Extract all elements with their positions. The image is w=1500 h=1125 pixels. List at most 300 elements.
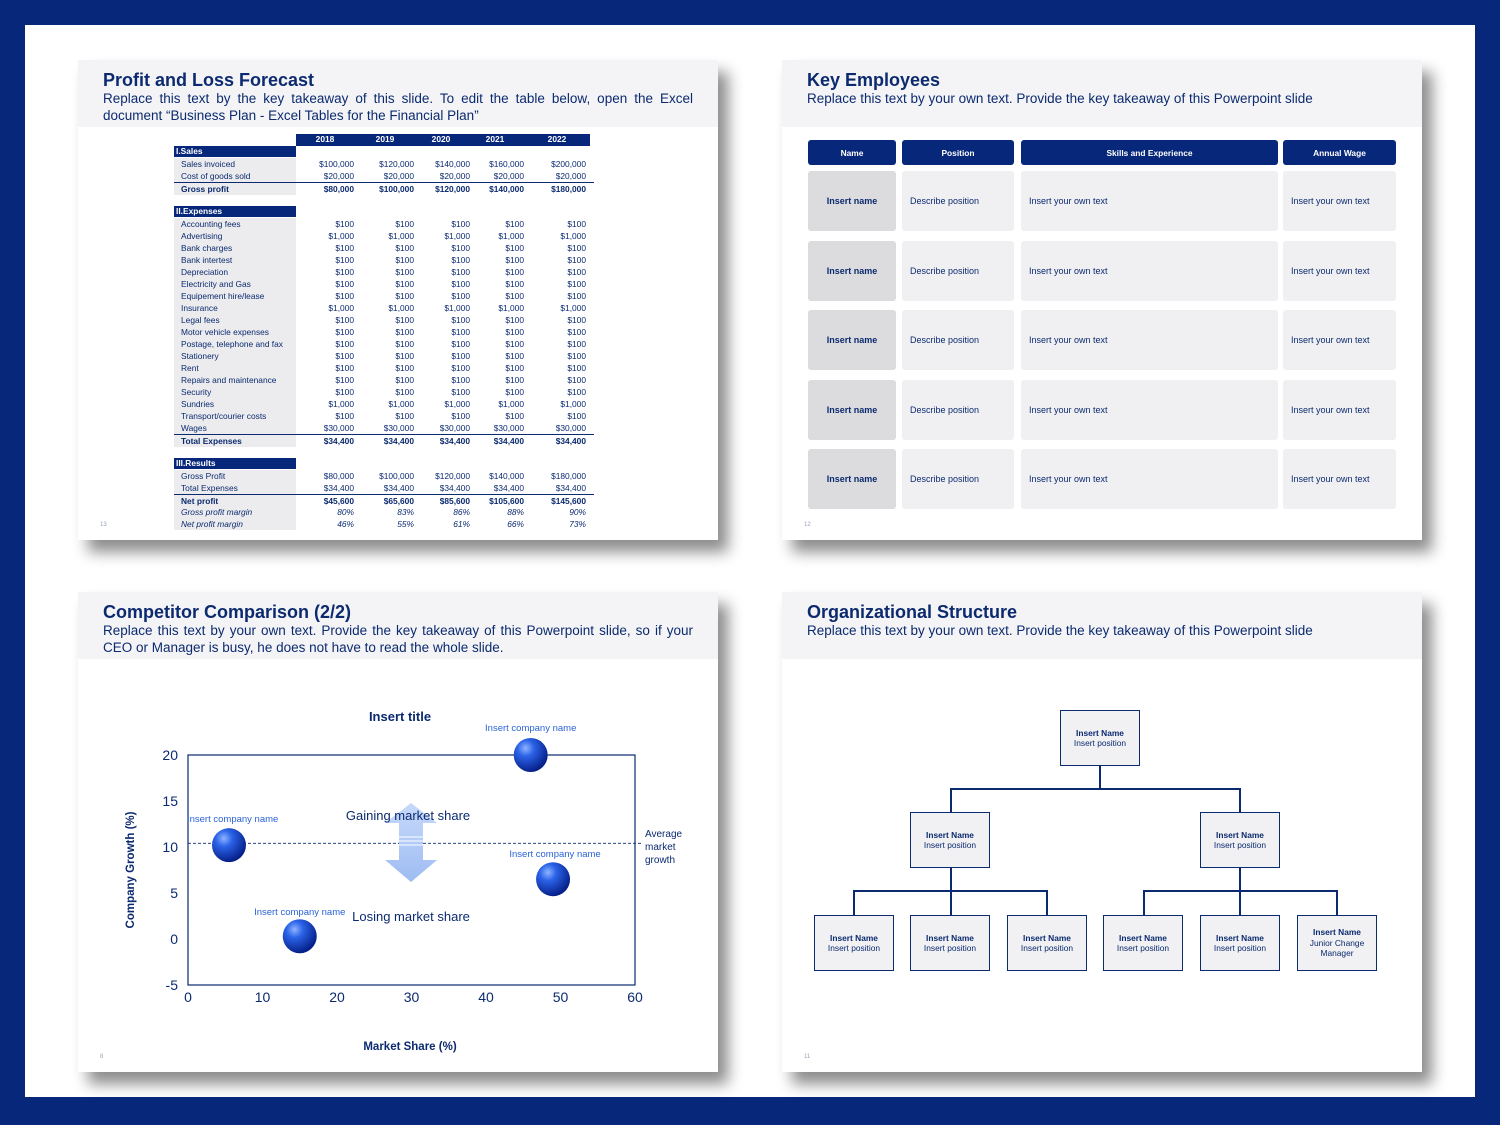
table-cell: $120,000 — [435, 471, 470, 481]
table-row — [174, 398, 594, 410]
table-cell: $100 — [395, 243, 414, 253]
table-cell: $80,000 — [323, 471, 354, 481]
employee-cell[interactable]: Describe position — [902, 380, 1014, 440]
slide-subtitle: Replace this text by the key takeaway of this slide. To edit the table below, open the Excel document “Business Plan - Excel Tables for the Financial Plan” — [103, 91, 693, 123]
table-cell: $100 — [505, 363, 524, 373]
table-cell: $100 — [451, 267, 470, 277]
org-position: Insert position — [1073, 738, 1127, 748]
table-row — [174, 374, 594, 386]
org-connector — [950, 890, 952, 916]
table-cell: $30,000 — [383, 423, 414, 433]
org-position: Insert position — [1116, 943, 1170, 953]
table-cell: $100 — [395, 267, 414, 277]
table-row — [174, 170, 594, 182]
table-cell: $100 — [395, 411, 414, 421]
table-cell: $100 — [505, 387, 524, 397]
year-header: 2018 — [315, 134, 335, 144]
table-cell: $100 — [567, 243, 586, 253]
table-cell: $100 — [567, 375, 586, 385]
table-cell: $1,000 — [444, 399, 470, 409]
table-cell: $100 — [335, 267, 354, 277]
y-tick-label: 10 — [162, 839, 178, 855]
page-number: 11 — [804, 1054, 811, 1060]
org-connector — [1239, 868, 1241, 891]
employee-name-cell[interactable]: Insert name — [808, 380, 896, 440]
row-label: Insurance — [174, 302, 296, 314]
table-row — [174, 182, 594, 194]
x-tick-label: 0 — [184, 989, 192, 1005]
table-row — [174, 482, 594, 494]
table-cell: 73% — [569, 519, 586, 529]
org-name: Insert Name — [1216, 829, 1264, 840]
row-label: Cost of goods sold — [174, 170, 296, 182]
y-tick-label: 20 — [162, 747, 178, 763]
table-cell: $20,000 — [555, 171, 586, 181]
annotation-gaining: Gaining market share — [345, 808, 471, 823]
org-name: Insert Name — [1313, 927, 1361, 938]
table-cell: $34,400 — [493, 436, 524, 446]
table-cell: $100 — [505, 327, 524, 337]
table-row — [174, 158, 594, 170]
table-cell: 80% — [337, 507, 354, 517]
table-cell: $100 — [567, 351, 586, 361]
page-canvas — [25, 25, 1475, 1097]
company-label: Insert company name — [485, 723, 577, 734]
table-cell: $100 — [505, 243, 524, 253]
org-box-root[interactable] — [1060, 710, 1140, 766]
table-row — [174, 302, 594, 314]
employee-name-cell[interactable]: Insert name — [808, 171, 896, 231]
org-name: Insert Name — [1076, 727, 1124, 738]
table-cell: $100 — [451, 243, 470, 253]
table-cell: 61% — [453, 519, 470, 529]
slide-header — [782, 592, 1422, 659]
table-cell: $100 — [567, 327, 586, 337]
slide-header — [78, 60, 718, 127]
table-cell: $100 — [395, 291, 414, 301]
employee-cell[interactable]: Insert your own text — [1283, 380, 1396, 440]
column-header: Position — [902, 140, 1014, 165]
table-cell: $120,000 — [379, 159, 414, 169]
table-cell: 55% — [397, 519, 414, 529]
table-cell: $100 — [395, 339, 414, 349]
table-cell: $100 — [567, 279, 586, 289]
table-row — [174, 290, 594, 302]
org-box-staff[interactable] — [1200, 915, 1280, 971]
column-header: Skills and Experience — [1021, 140, 1278, 165]
table-cell: $120,000 — [435, 184, 470, 194]
table-cell: $100 — [395, 375, 414, 385]
table-cell: $30,000 — [439, 423, 470, 433]
org-position: Insert position — [1213, 943, 1267, 953]
row-label: Stationery — [174, 350, 296, 362]
table-cell: $1,000 — [328, 399, 354, 409]
row-label: Gross profit — [174, 183, 296, 195]
table-cell: $100 — [451, 375, 470, 385]
table-cell: $100 — [335, 327, 354, 337]
table-cell: $100 — [335, 291, 354, 301]
company-label: Insert company name — [509, 849, 601, 861]
table-cell: $34,400 — [439, 483, 470, 493]
org-box-staff[interactable] — [1007, 915, 1087, 971]
table-cell: $100 — [505, 291, 524, 301]
employee-cell[interactable]: Insert your own text — [1283, 241, 1396, 301]
reference-line-label: Average — [645, 829, 683, 840]
row-label: Net profit — [174, 495, 296, 507]
org-connector — [1239, 890, 1241, 916]
table-cell: $100 — [451, 219, 470, 229]
table-cell: $100 — [505, 267, 524, 277]
employee-cell[interactable]: Insert your own text — [1283, 310, 1396, 370]
org-connector — [950, 788, 1240, 790]
employee-cell[interactable]: Insert your own text — [1021, 241, 1278, 301]
table-cell: $100 — [451, 363, 470, 373]
column-header: Name — [808, 140, 896, 165]
employee-cell[interactable]: Insert your own text — [1021, 171, 1278, 231]
table-cell: $1,000 — [560, 399, 586, 409]
table-cell: $140,000 — [489, 471, 524, 481]
org-name: Insert Name — [926, 829, 974, 840]
table-cell: $1,000 — [444, 231, 470, 241]
chart-title: Insert title — [368, 709, 432, 724]
employee-cell[interactable]: Insert your own text — [1021, 310, 1278, 370]
section-heading-label: I.Sales — [174, 146, 296, 157]
slide-key-employees[interactable] — [782, 60, 1422, 540]
table-cell: $1,000 — [328, 231, 354, 241]
table-cell: 66% — [507, 519, 524, 529]
column-header: Annual Wage — [1283, 140, 1396, 165]
slide-title: Profit and Loss Forecast — [103, 70, 315, 90]
year-header: 2019 — [375, 134, 395, 144]
slide-competitor-comparison[interactable] — [78, 592, 718, 1072]
table-cell: 83% — [397, 507, 414, 517]
company-bubble — [536, 862, 570, 896]
slide-subtitle: Replace this text by your own text. Provide the key takeaway of this Powerpoint slide, so if your CEO or Manager is busy, he does not have to read the whole slide. — [103, 623, 693, 655]
table-row — [174, 350, 594, 362]
table-cell: $30,000 — [555, 423, 586, 433]
org-box-staff[interactable] — [1297, 915, 1377, 971]
table-cell: $100 — [567, 363, 586, 373]
table-cell: $100 — [505, 315, 524, 325]
section-heading — [174, 146, 594, 158]
profit-loss-table — [174, 134, 594, 530]
table-cell: $100 — [451, 279, 470, 289]
page-number: 12 — [804, 522, 811, 528]
table-cell: $100 — [395, 363, 414, 373]
org-connector — [1336, 890, 1338, 916]
table-cell: $100 — [451, 411, 470, 421]
employee-cell[interactable]: Insert your own text — [1283, 171, 1396, 231]
x-tick-label: 40 — [478, 989, 494, 1005]
row-label: Gross profit margin — [174, 506, 296, 518]
table-cell: $100 — [335, 339, 354, 349]
table-cell: $100 — [395, 327, 414, 337]
table-cell: $140,000 — [489, 184, 524, 194]
table-cell: $100,000 — [379, 471, 414, 481]
table-cell: $100 — [567, 315, 586, 325]
table-cell: $100 — [505, 411, 524, 421]
table-cell: $20,000 — [439, 171, 470, 181]
table-cell: $100 — [505, 339, 524, 349]
row-label: Bank intertest — [174, 254, 296, 266]
employee-cell[interactable]: Insert your own text — [1021, 449, 1278, 509]
year-header: 2020 — [431, 134, 451, 144]
row-label: Repairs and maintenance — [174, 374, 296, 386]
table-row — [174, 410, 594, 422]
table-cell: 46% — [337, 519, 354, 529]
slide-subtitle: Replace this text by your own text. Provide the key takeaway of this Powerpoint slide — [807, 623, 1313, 638]
table-row — [174, 506, 594, 518]
table-cell: $100 — [505, 255, 524, 265]
table-cell: $34,400 — [555, 436, 586, 446]
x-tick-label: 10 — [254, 989, 271, 1005]
row-label: Wages — [174, 422, 296, 434]
table-cell: $145,600 — [551, 496, 586, 506]
table-cell: $1,000 — [444, 303, 470, 313]
org-position: Insert position — [1020, 943, 1074, 953]
section-heading-label: III.Results — [174, 458, 296, 469]
employee-cell[interactable]: Describe position — [902, 241, 1014, 301]
org-name: Insert Name — [1216, 932, 1264, 943]
org-position: Insert position — [1213, 840, 1267, 850]
row-label: Rent — [174, 362, 296, 374]
table-cell: $1,000 — [560, 303, 586, 313]
employee-name-cell[interactable]: Insert name — [808, 310, 896, 370]
table-cell: $100 — [335, 351, 354, 361]
section-heading-label: II.Expenses — [174, 206, 296, 217]
year-header-row — [174, 134, 594, 146]
table-cell: $20,000 — [493, 171, 524, 181]
slide-header — [782, 60, 1422, 127]
slide-title: Organizational Structure — [807, 602, 1018, 622]
slide-title: Key Employees — [807, 70, 941, 90]
table-cell: $100 — [335, 219, 354, 229]
org-name: Insert Name — [830, 932, 878, 943]
org-box-staff[interactable] — [814, 915, 894, 971]
company-bubble — [514, 738, 548, 772]
reference-line-label: market — [645, 842, 676, 853]
slide-org-structure[interactable] — [782, 592, 1422, 1072]
row-label: Total Expenses — [174, 482, 296, 494]
table-cell: $34,400 — [439, 436, 470, 446]
table-row — [174, 422, 594, 434]
employee-cell[interactable]: Describe position — [902, 171, 1014, 231]
y-axis-label: Company Growth (%) — [125, 811, 137, 929]
table-cell: $180,000 — [551, 471, 586, 481]
employee-cell[interactable]: Insert your own text — [1283, 449, 1396, 509]
table-cell: $1,000 — [388, 399, 414, 409]
row-label: Postage, telephone and fax — [174, 338, 296, 350]
table-cell: $85,600 — [439, 496, 470, 506]
employee-cell[interactable]: Insert your own text — [1021, 380, 1278, 440]
page-number: 8 — [100, 1054, 104, 1060]
table-cell: $100 — [451, 327, 470, 337]
row-label: Depreciation — [174, 266, 296, 278]
slide-title: Competitor Comparison (2/2) — [103, 602, 352, 622]
table-row — [174, 338, 594, 350]
x-tick-label: 60 — [627, 989, 643, 1005]
section-heading — [174, 206, 594, 218]
slide-profit-loss[interactable] — [78, 60, 718, 540]
org-connector — [1143, 890, 1145, 916]
table-cell: $1,000 — [498, 231, 524, 241]
company-label: Insert company name — [186, 814, 279, 826]
table-cell: $100 — [505, 279, 524, 289]
table-cell: $20,000 — [383, 171, 414, 181]
employee-name-cell[interactable]: Insert name — [808, 449, 896, 509]
org-connector — [1239, 788, 1241, 812]
row-label: Security — [174, 386, 296, 398]
table-cell: 90% — [569, 507, 586, 517]
table-cell: $100 — [567, 339, 586, 349]
table-cell: $45,600 — [323, 496, 354, 506]
table-cell: $100 — [451, 315, 470, 325]
org-name: Insert Name — [926, 932, 974, 943]
x-axis-label: Market Share (%) — [363, 1041, 457, 1053]
y-tick-label: 0 — [170, 931, 178, 947]
table-cell: $160,000 — [489, 159, 524, 169]
x-tick-label: 50 — [552, 989, 569, 1005]
table-cell: $34,400 — [323, 483, 354, 493]
page-number: 13 — [100, 522, 107, 528]
row-label: Total Expenses — [174, 435, 296, 447]
org-box-staff[interactable] — [1103, 915, 1183, 971]
row-label: Legal fees — [174, 314, 296, 326]
table-cell: $100 — [335, 243, 354, 253]
table-cell: $100 — [451, 339, 470, 349]
table-cell: $34,400 — [383, 483, 414, 493]
org-box-manager[interactable] — [910, 812, 990, 868]
org-connector — [950, 868, 952, 891]
table-row — [174, 518, 594, 530]
table-cell: $100 — [335, 255, 354, 265]
row-label: Sales invoiced — [174, 158, 296, 170]
org-box-manager[interactable] — [1200, 812, 1280, 868]
table-cell: $180,000 — [551, 184, 586, 194]
org-position: Insert position — [827, 943, 881, 953]
table-row — [174, 470, 594, 482]
y-tick-label: 5 — [170, 885, 178, 901]
table-row — [174, 278, 594, 290]
employee-name-cell[interactable]: Insert name — [808, 241, 896, 301]
row-label: Electricity and Gas — [174, 278, 296, 290]
org-name: Insert Name — [1119, 932, 1167, 943]
table-row — [174, 494, 594, 506]
table-cell: $1,000 — [388, 303, 414, 313]
company-bubble — [283, 919, 317, 953]
y-tick-label: -5 — [165, 977, 178, 993]
table-cell: $100 — [567, 219, 586, 229]
org-connector — [950, 788, 952, 812]
table-cell: $140,000 — [435, 159, 470, 169]
table-cell: $100,000 — [319, 159, 354, 169]
row-label: Bank charges — [174, 242, 296, 254]
table-row — [174, 230, 594, 242]
table-cell: $100 — [451, 255, 470, 265]
table-cell: $100 — [567, 267, 586, 277]
table-cell: $34,400 — [555, 483, 586, 493]
slide-subtitle: Replace this text by your own text. Provide the key takeaway of this Powerpoint slide — [807, 91, 1313, 106]
org-connector — [1099, 765, 1101, 789]
table-cell: 88% — [507, 507, 524, 517]
annotation-losing: Losing market share — [352, 909, 470, 924]
table-row — [174, 254, 594, 266]
row-label: Gross Profit — [174, 470, 296, 482]
table-cell: $100 — [451, 291, 470, 301]
table-cell: $100 — [395, 279, 414, 289]
table-cell: $100 — [395, 351, 414, 361]
table-cell: $200,000 — [551, 159, 586, 169]
table-cell: $100 — [567, 291, 586, 301]
x-tick-label: 30 — [403, 989, 420, 1005]
table-cell: $1,000 — [328, 303, 354, 313]
table-cell: $100 — [335, 279, 354, 289]
table-row — [174, 266, 594, 278]
org-box-staff[interactable] — [910, 915, 990, 971]
org-position: Junior Change Manager — [1309, 937, 1365, 959]
employee-cell[interactable]: Describe position — [902, 449, 1014, 509]
table-cell: $100,000 — [379, 184, 414, 194]
reference-line-label: growth — [645, 855, 676, 866]
table-cell: $30,000 — [323, 423, 354, 433]
table-cell: $1,000 — [498, 399, 524, 409]
row-label: Equipement hire/lease — [174, 290, 296, 302]
table-cell: $100 — [505, 375, 524, 385]
table-cell: $100 — [335, 375, 354, 385]
table-cell: $100 — [335, 363, 354, 373]
table-cell: $80,000 — [323, 184, 354, 194]
table-cell: 86% — [453, 507, 470, 517]
table-cell: $100 — [505, 351, 524, 361]
table-cell: $1,000 — [498, 303, 524, 313]
table-cell: $100 — [505, 219, 524, 229]
year-header: 2022 — [547, 134, 567, 144]
table-cell: $1,000 — [560, 231, 586, 241]
table-cell: $100 — [395, 387, 414, 397]
employee-cell[interactable]: Describe position — [902, 310, 1014, 370]
row-label: Motor vehicle expenses — [174, 326, 296, 338]
table-cell: $34,400 — [493, 483, 524, 493]
table-cell: $100 — [395, 255, 414, 265]
table-cell: $100 — [395, 315, 414, 325]
table-cell: $30,000 — [493, 423, 524, 433]
org-name: Insert Name — [1023, 932, 1071, 943]
table-cell: $100 — [335, 411, 354, 421]
table-row — [174, 242, 594, 254]
year-header: 2021 — [485, 134, 505, 144]
table-row — [174, 218, 594, 230]
section-heading — [174, 458, 594, 470]
table-cell: $100 — [451, 387, 470, 397]
table-row — [174, 362, 594, 374]
row-label: Transport/courier costs — [174, 410, 296, 422]
company-bubble — [212, 828, 246, 862]
bubble-chart — [78, 592, 718, 1072]
org-position: Insert position — [923, 943, 977, 953]
table-row — [174, 314, 594, 326]
table-cell: $100 — [335, 387, 354, 397]
x-tick-label: 20 — [329, 989, 345, 1005]
table-cell: $100 — [567, 255, 586, 265]
table-cell: $1,000 — [388, 231, 414, 241]
table-cell: $100 — [567, 411, 586, 421]
table-cell: $105,600 — [489, 496, 524, 506]
table-cell: $100 — [567, 387, 586, 397]
org-position: Insert position — [923, 840, 977, 850]
table-cell: $100 — [335, 315, 354, 325]
table-row — [174, 434, 594, 446]
table-row — [174, 386, 594, 398]
